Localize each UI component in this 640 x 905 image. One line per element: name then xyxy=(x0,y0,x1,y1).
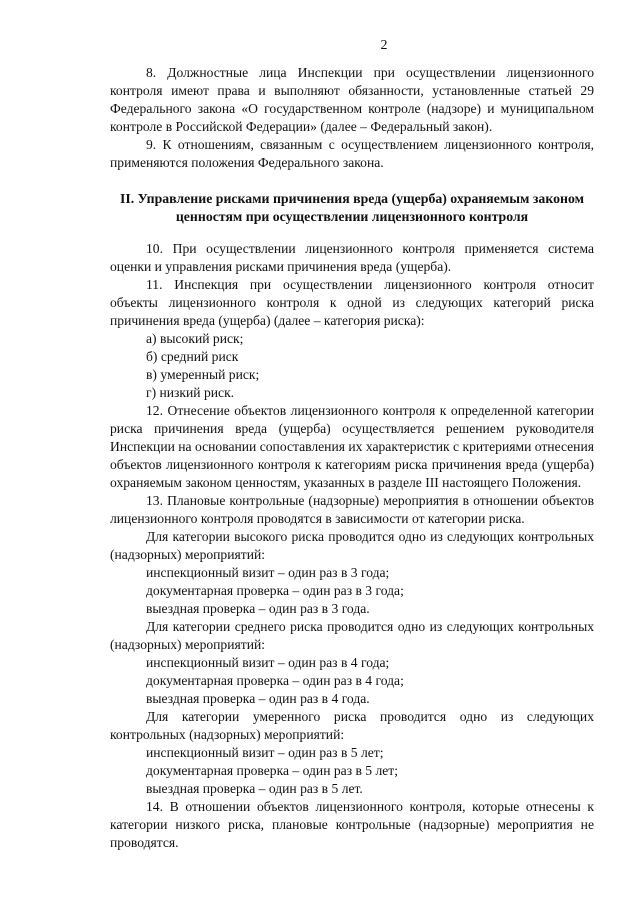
paragraph-13: 13. Плановые контрольные (надзорные) мероприятия в отношении объектов лицензионного контроля проводятся в зависимости от категории риска. xyxy=(110,493,594,526)
section-title: II. Управление рисками причинения вреда (ущерба) охраняемым законом ценностям при осуществлении лицензионного контроля xyxy=(120,191,584,224)
page-number: 2 xyxy=(380,38,388,53)
medium-risk-item: инспекционный визит – один раз в 4 года; xyxy=(146,655,390,670)
medium-risk-intro: Для категории среднего риска проводится одно из следующих контрольных (надзорных) мероприятий: xyxy=(110,619,594,652)
high-risk-item: выездная проверка – один раз в 3 года. xyxy=(146,601,370,616)
moderate-risk-intro: Для категории умеренного риска проводится одно из следующих контрольных (надзорных) мероприятий: xyxy=(110,709,594,742)
risk-category-c: в) умеренный риск; xyxy=(146,367,260,382)
risk-category-d: г) низкий риск. xyxy=(146,385,235,400)
risk-category-b: б) средний риск xyxy=(146,349,239,364)
paragraph-8: 8. Должностные лица Инспекции при осуществлении лицензионного контроля имеют права и выполняют обязанности, установленные статьей 29 Федерального закона «О государственном контроле (надзоре) и муниципальном контроле в Российской Федерации» (далее – Федеральный закон). xyxy=(110,65,594,134)
high-risk-item: инспекционный визит – один раз в 3 года; xyxy=(146,565,390,580)
medium-risk-item: документарная проверка – один раз в 4 года; xyxy=(146,673,404,688)
moderate-risk-item: выездная проверка – один раз в 5 лет. xyxy=(146,781,363,796)
high-risk-item: документарная проверка – один раз в 3 года; xyxy=(146,583,404,598)
paragraph-9: 9. К отношениям, связанным с осуществлением лицензионного контроля, применяются положения Федерального закона. xyxy=(110,137,594,170)
paragraph-10: 10. При осуществлении лицензионного контроля применяется система оценки и управления рисками причинения вреда (ущерба). xyxy=(110,241,594,274)
paragraph-12: 12. Отнесение объектов лицензионного контроля к определенной категории риска причинения вреда (ущерба) осуществляется решением руководителя Инспекции на основании сопоставления их характеристик с критериями отнесения объектов лицензионного контроля к категориям риска причинения вреда (ущерба) охраняемым законом ценностям, указанных в разделе III настоящего Положения. xyxy=(110,403,594,490)
risk-category-a: а) высокий риск; xyxy=(146,331,244,346)
paragraph-14: 14. В отношении объектов лицензионного контроля, которые отнесены к категории низкого риска, плановые контрольные (надзорные) мероприятия не проводятся. xyxy=(110,799,594,850)
medium-risk-item: выездная проверка – один раз в 4 года. xyxy=(146,691,370,706)
moderate-risk-item: документарная проверка – один раз в 5 лет; xyxy=(146,763,399,778)
high-risk-intro: Для категории высокого риска проводится одно из следующих контрольных (надзорных) мероприятий: xyxy=(110,529,594,562)
moderate-risk-item: инспекционный визит – один раз в 5 лет; xyxy=(146,745,384,760)
paragraph-11: 11. Инспекция при осуществлении лицензионного контроля относит объекты лицензионного контроля к одной из следующих категорий риска причинения вреда (ущерба) (далее – категория риска): xyxy=(110,277,594,328)
